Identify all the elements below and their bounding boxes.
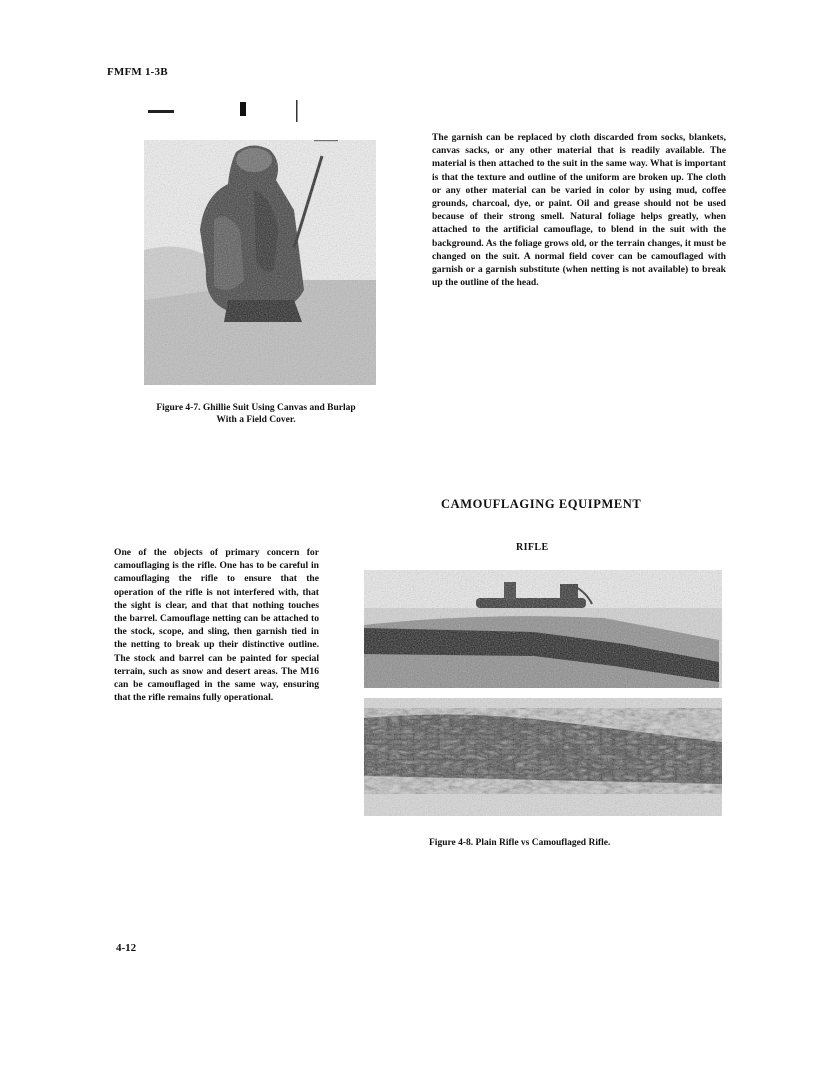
page-number: 4-12 — [116, 942, 137, 954]
figure-4-7-caption — [140, 402, 372, 426]
figure-4-8-caption: Figure 4-8. Plain Rifle vs Camouflaged Rifle. — [429, 838, 611, 848]
section-heading: CAMOUFLAGING EQUIPMENT — [441, 497, 642, 511]
figure-4-7-photo — [144, 100, 376, 385]
running-header: FMFM 1-3B — [107, 66, 168, 78]
rifle-paragraph: One of the objects of primary concern for camouflaging is the rifle. One has to be careful in camouflaging the rifle to ensure that the operation of the rifle is not interfered with, that the sight is clear, and that that nothing touches the barrel. Camouflage netting can be attached to the stock, scope, and sling, then garnish tied in the netting to break up their distinctive outline. The stock and barrel can be painted for special terrain, such as snow and desert areas. The M16 can be camouflaged in the same way, ensuring that the rifle remains fully operational. — [114, 547, 319, 704]
figure-4-7-caption-line-2: With a Field Cover. — [216, 415, 296, 425]
figure-4-8-photo — [364, 570, 722, 816]
garnish-paragraph: The garnish can be replaced by cloth discarded from socks, blankets, canvas sacks, or any other material that is readily available. The material is then attached to the suit in the same way. What is important is that the texture and outline of the uniform are broken up. The cloth or any other material can be varied in color by using mud, coffee grounds, charcoal, dye, or paint. Oil and grease should not be used because of their strong smell. Natural foliage helps greatly, when attached to the artificial camouflage, to blend in the suit with the background. As the foliage grows old, or the terrain changes, it must be changed on the suit. A normal field cover can be camouflaged with garnish or a garnish substitute (when netting is not available) to break up the outline of the head. — [432, 132, 726, 289]
figure-4-7-caption-line-1: Figure 4-7. Ghillie Suit Using Canvas and Burlap — [156, 403, 356, 413]
subsection-heading: RIFLE — [516, 542, 549, 553]
